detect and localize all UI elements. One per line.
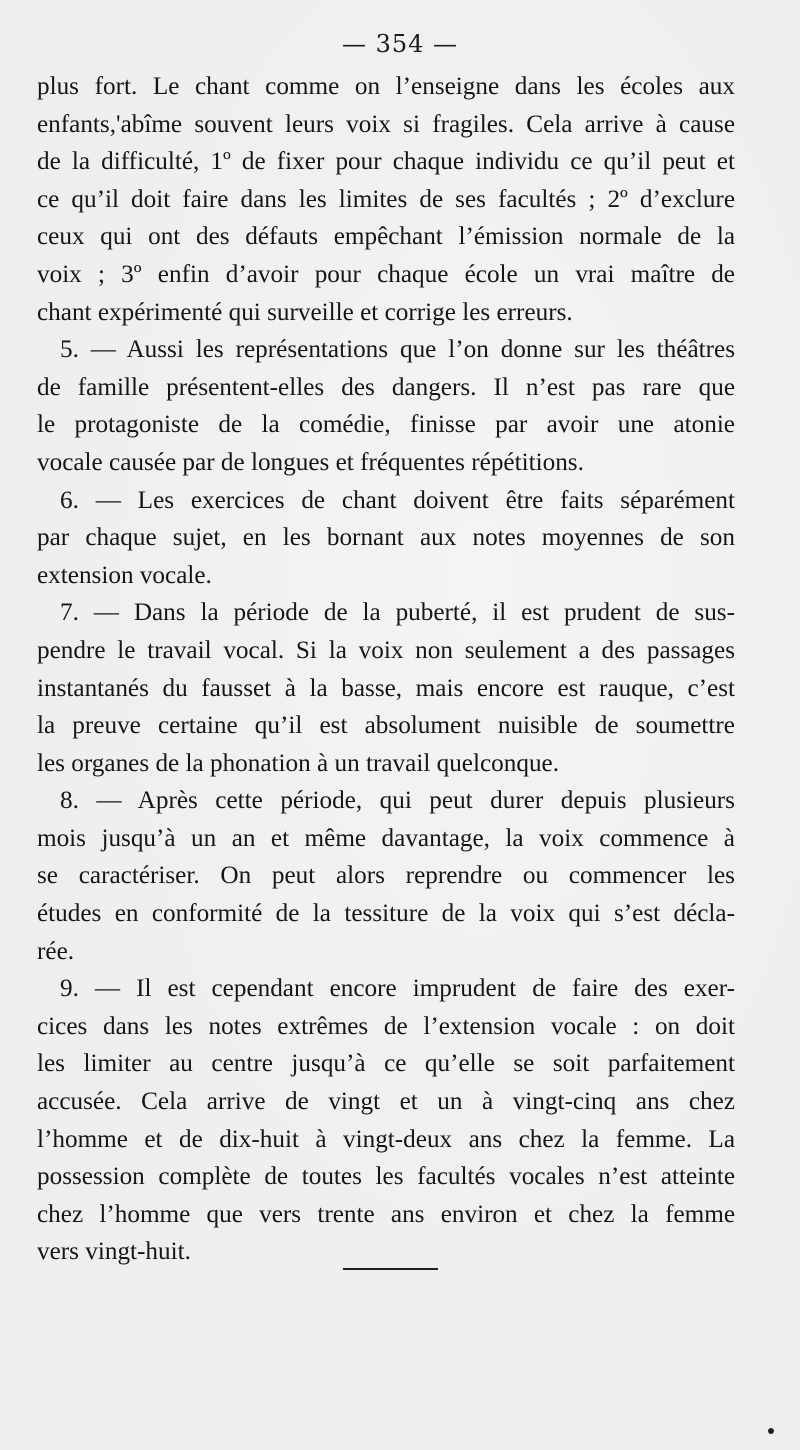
- paragraph-6-line: 6. — Les exercices de chant doivent être faits séparément: [60, 486, 735, 514]
- text-line: l’homme et de dix-huit à vingt-deux ans chez la femme. La: [37, 1125, 735, 1153]
- text-line: mois jusqu’à un an et même davantage, la voix commence à: [37, 824, 735, 852]
- text-line: les limiter au centre jusqu’à ce qu’elle se soit parfaitement: [37, 1050, 735, 1078]
- text-line: instantanés du fausset à la basse, mais encore est rauque, c’est: [37, 674, 735, 702]
- text-line: se caractériser. On peut alors reprendre ou commencer les: [37, 862, 735, 890]
- body-text: [37, 68, 735, 1271]
- text-line: pendre le travail vocal. Si la voix non seulement a des passages: [37, 636, 735, 664]
- text-line: de famille présentent-elles des dangers. Il n’est pas rare que: [37, 373, 735, 401]
- text-line: extension vocale.: [37, 561, 212, 589]
- text-line: le protagoniste de la comédie, finisse par avoir une atonie: [37, 411, 735, 439]
- text-line: possession complète de toutes les facultés vocales n’est atteinte: [37, 1163, 735, 1191]
- text-line: voix ; 3º enfin d’avoir pour chaque école un vrai maître de: [37, 260, 735, 288]
- text-line: ceux qui ont des défauts empêchant l’émission normale de la: [37, 223, 735, 251]
- text-line: les organes de la phonation à un travail quelconque.: [37, 749, 560, 777]
- ink-speck: [768, 1428, 774, 1434]
- text-line: vers vingt-huit.: [37, 1238, 191, 1266]
- text-line: vocale causée par de longues et fréquentes répétitions.: [37, 448, 584, 476]
- text-line: la preuve certaine qu’il est absolument nuisible de soumettre: [37, 712, 735, 740]
- text-line: de la difficulté, 1º de fixer pour chaque individu ce qu’il peut et: [37, 148, 735, 176]
- text-line: plus fort. Le chant comme on l’enseigne dans les écoles aux: [37, 73, 735, 100]
- text-line: chez l’homme que vers trente ans environ et chez la femme: [37, 1200, 735, 1228]
- text-line: ce qu’il doit faire dans les limites de ses facultés ; 2º d’exclure: [37, 185, 735, 213]
- text-line: enfants,'abîme souvent leurs voix si fragiles. Cela arrive à cause: [37, 110, 735, 138]
- text-line: rée.: [37, 937, 75, 965]
- page-number: — 354 —: [341, 30, 459, 58]
- paragraph-8-line: 8. — Après cette période, qui peut durer depuis plusieurs: [60, 787, 735, 815]
- text-line: études en conformité de la tessiture de la voix qui s’est décla-: [37, 900, 735, 928]
- paragraph-5-line: 5. — Aussi les représentations que l’on donne sur les théâtres: [60, 336, 735, 364]
- paragraph-9-line: 9. — Il est cependant encore imprudent de faire des exer-: [60, 975, 735, 1003]
- text-line: accusée. Cela arrive de vingt et un à vingt-cinq ans chez: [37, 1088, 735, 1116]
- section-end-rule: [343, 1268, 438, 1270]
- text-line: par chaque sujet, en les bornant aux notes moyennes de son: [37, 524, 735, 552]
- text-line: cices dans les notes extrêmes de l’extension vocale : on doit: [37, 1012, 735, 1040]
- paragraph-7-line: 7. — Dans la période de la puberté, il est prudent de sus-: [60, 599, 735, 627]
- text-line: chant expérimenté qui surveille et corrige les erreurs.: [37, 298, 573, 326]
